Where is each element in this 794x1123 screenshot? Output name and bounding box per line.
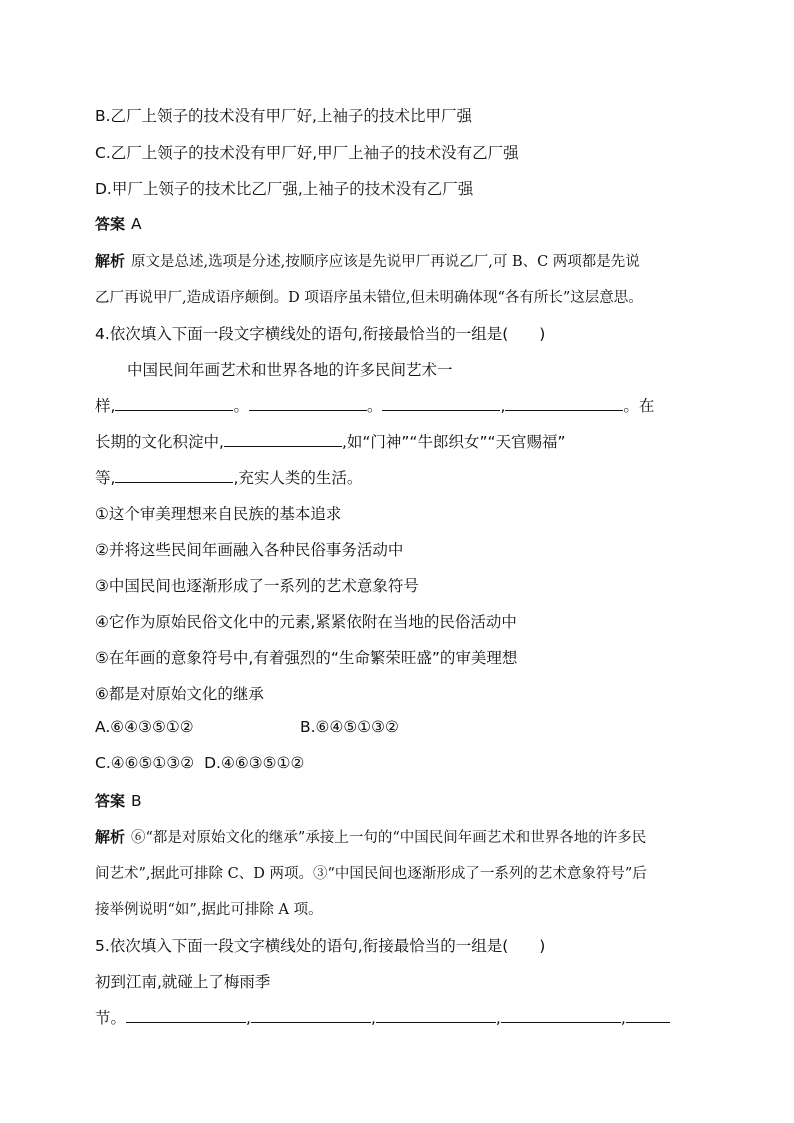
q3-answer	[95, 213, 142, 234]
q4-option-a: A.⑥④③⑤①②	[95, 718, 194, 736]
answer-label: 答案	[95, 215, 126, 233]
text: ,充实人类的生活。	[233, 469, 363, 487]
q4-explanation-line: 接举例说明“如”,据此可排除 A 项。	[95, 902, 323, 918]
q4-statement: ⑤在年画的意象符号中,有着强烈的“生命繁荣旺盛”的审美理想	[95, 649, 518, 667]
fill-blank	[115, 468, 233, 483]
q4-answer	[95, 790, 142, 811]
text: ,	[495, 1009, 501, 1027]
q4-statement: ④它作为原始民俗文化中的元素,紧紧依附在当地的民俗活动中	[95, 613, 517, 631]
fill-blank	[505, 396, 623, 411]
q5-passage-line: 初到江南,就碰上了梅雨季	[95, 973, 271, 991]
q4-options-cd	[95, 754, 304, 772]
q5-passage-line	[95, 1006, 670, 1028]
text: 样,	[95, 397, 116, 415]
q4-explanation-line: 间艺术”,据此可排除 C、D 两项。③“中国民间也逐渐形成了一系列的艺术意象符号”后	[95, 866, 647, 882]
q4-passage-line: 中国民间年画艺术和世界各地的许多民间艺术一	[127, 361, 453, 379]
fill-blank	[224, 432, 342, 447]
text: ,如“门神”“牛郎织女”“天官赐福”	[341, 433, 566, 451]
q3-explanation-line	[95, 250, 640, 271]
text: ,	[246, 1009, 251, 1027]
q4-title: 4.依次填入下面一段文字横线处的语句,衔接最恰当的一组是( )	[95, 325, 546, 343]
fill-blank	[376, 1008, 496, 1023]
text: ,	[500, 397, 506, 415]
q4-option-c: C.④⑥⑤①③②	[95, 754, 195, 772]
answer-value: A	[131, 215, 142, 233]
q3-option-c: C.乙厂上领子的技术没有甲厂好,甲厂上袖子的技术没有乙厂强	[95, 144, 519, 162]
fill-blank	[251, 1008, 371, 1023]
q4-statement: ②并将这些民间年画融入各种民俗事务活动中	[95, 541, 404, 559]
q5-title: 5.依次填入下面一段文字横线处的语句,衔接最恰当的一组是( )	[95, 937, 546, 955]
fill-blank	[126, 1008, 246, 1023]
fill-blank	[115, 396, 233, 411]
text: 长期的文化积淀中,	[95, 433, 224, 451]
text: 。	[233, 397, 249, 415]
fill-blank	[626, 1008, 670, 1023]
text: 等,	[95, 469, 116, 487]
q4-statement: ①这个审美理想来自民族的基本追求	[95, 505, 342, 523]
text: ,	[620, 1009, 626, 1027]
q3-explanation-line: 乙厂再说甲厂,造成语序颠倒。D 项语序虽未错位,但未明确体现“各有所长”这层意思。	[95, 290, 643, 306]
q4-option-b: B.⑥④⑤①③②	[300, 718, 399, 736]
text: ,	[370, 1009, 376, 1027]
q4-statement: ③中国民间也逐渐形成了一系列的艺术意象符号	[95, 577, 419, 595]
explanation-text: ⑥“都是对原始文化的继承”承接上一句的“中国民间年画艺术和世界各地的许多民	[131, 830, 647, 846]
explanation-label: 解析	[95, 828, 126, 846]
answer-value: B	[131, 792, 142, 810]
fill-blank	[501, 1008, 621, 1023]
q3-option-b: B.乙厂上领子的技术没有甲厂好,上袖子的技术比甲厂强	[95, 107, 472, 125]
fill-blank	[249, 396, 367, 411]
q3-option-d: D.甲厂上领子的技术比乙厂强,上袖子的技术没有乙厂强	[95, 180, 474, 198]
q4-passage-line	[95, 430, 566, 452]
answer-label: 答案	[95, 792, 126, 810]
text: 。	[366, 397, 383, 415]
explanation-label: 解析	[95, 252, 126, 270]
explanation-text: 原文是总述,选项是分述,按顺序应该是先说甲厂再说乙厂,可 B、C 两项都是先说	[131, 254, 640, 270]
text: 节。	[95, 1009, 127, 1027]
q4-passage-line	[95, 394, 654, 416]
q4-explanation-line	[95, 826, 646, 847]
fill-blank	[382, 396, 500, 411]
q4-option-d: D.④⑥③⑤①②	[204, 754, 305, 772]
q4-statement: ⑥都是对原始文化的继承	[95, 685, 264, 703]
text: 。在	[623, 397, 655, 415]
q4-passage-line	[95, 466, 362, 488]
